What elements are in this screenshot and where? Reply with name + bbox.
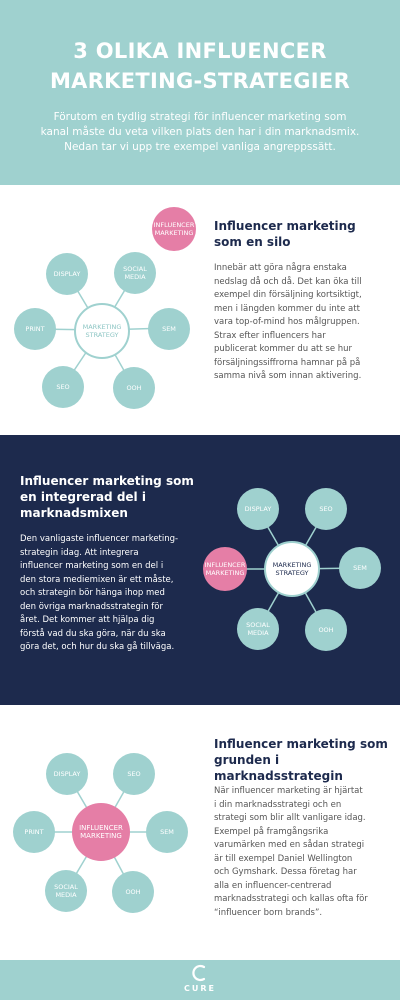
page-title xyxy=(0,36,400,96)
section2-body-line: och strategin bör hänga ihop med xyxy=(20,588,165,598)
section2-body-line: året. Det kommer att hjälpa dig xyxy=(20,615,155,625)
section2-body-line: influencer marketing som en del i xyxy=(20,561,164,571)
section3-title-line-1: Influencer marketing som xyxy=(214,737,388,751)
section1-body-line: försäljningssiffrorna hamnar på på xyxy=(214,357,361,368)
section2-title-line-1: Influencer marketing som xyxy=(20,474,194,488)
node-sem: SEM xyxy=(339,547,381,589)
integrated-diagram xyxy=(200,435,400,705)
page-title-line-1: 3 OLIKA INFLUENCER xyxy=(73,39,327,63)
section1-body-line: exempel din försäljning kortsiktigt, xyxy=(214,290,362,300)
section3-body-line: “influencer born brands”. xyxy=(214,907,323,918)
node-ooh: OOH xyxy=(113,367,155,409)
influencer-badge: INFLUENCER MARKETING xyxy=(152,207,196,251)
intro-line-3: Nedan tar vi upp tre exempel vanliga angreppssätt. xyxy=(64,141,336,153)
section2-body-line: förstå vad du ska göra, när du ska xyxy=(20,628,166,639)
section3-title-line-2: grunden i marknadsstrategin xyxy=(214,753,343,783)
node-social-media: SOCIAL MEDIA xyxy=(237,608,279,650)
section1-title xyxy=(214,218,394,250)
intro-text xyxy=(26,110,374,155)
section3-body-line: varumärken med en sådan strategi xyxy=(214,840,365,850)
section3-body-line: marknadsstrategi och kallas ofta för xyxy=(214,894,368,904)
node-seo: SEO xyxy=(305,488,347,530)
node-seo: SEO xyxy=(42,366,84,408)
silo-diagram xyxy=(0,185,200,435)
marketing-strategy-hub: MARKETING STRATEGY xyxy=(264,541,320,597)
section3-body-line: och Gymshark. Dessa företag har xyxy=(214,867,357,877)
section3-body-line: i din marknadsstrategi och en xyxy=(214,799,342,810)
cure-logo-mark-icon xyxy=(191,964,209,982)
node-display: DISPLAY xyxy=(46,753,88,795)
section2-body-line: strategin idag. Att integrera xyxy=(20,547,139,558)
section1-body-line: publicerat kommer du att se hur xyxy=(214,344,353,354)
node-social-media: SOCIAL MEDIA xyxy=(114,252,156,294)
section3-body-line: När influencer marketing är hjärtat xyxy=(214,786,363,796)
node-display: DISPLAY xyxy=(237,488,279,530)
section1-title-line-1: Influencer marketing xyxy=(214,219,356,233)
intro-line-1: Förutom en tydlig strategi för influencer marketing som xyxy=(53,111,347,123)
section1-body-line: Strax efter influencers har xyxy=(214,330,326,341)
section1-body-line: nedslag då och då. Det kan öka till xyxy=(214,276,362,287)
header-banner xyxy=(0,0,400,185)
section-foundation xyxy=(0,705,400,960)
cure-logo-text: CURE xyxy=(184,984,216,993)
node-social-media: SOCIAL MEDIA xyxy=(45,870,87,912)
section2-body-line: Den vanligaste influencer marketing- xyxy=(20,534,179,544)
marketing-strategy-hub: MARKETING STRATEGY xyxy=(74,303,130,359)
section1-title-line-2: som en silo xyxy=(214,235,291,249)
section3-body-line: Exempel på framgångsrika xyxy=(214,826,329,837)
section3-body xyxy=(214,785,398,920)
node-seo: SEO xyxy=(113,753,155,795)
section2-body-line: göra det, och hur du ska gå tillväga. xyxy=(20,642,175,652)
node-sem: SEM xyxy=(148,308,190,350)
section3-body-line: alla en influencer-centrerad xyxy=(214,880,332,891)
section2-title xyxy=(20,473,200,521)
node-influencer-marketing: INFLUENCER MARKETING xyxy=(203,547,247,591)
influencer-marketing-hub: INFLUENCER MARKETING xyxy=(72,803,130,861)
node-sem: SEM xyxy=(146,811,188,853)
section2-title-line-2: en integrerad del i xyxy=(20,490,146,504)
section1-body-line: men i längden kommer du inte att xyxy=(214,303,360,314)
section3-body-line: är till exempel Daniel Wellington xyxy=(214,853,353,864)
intro-line-2: kanal måste du veta vilken plats den har i din marknadsmix. xyxy=(40,126,360,138)
section2-body-line: den stora mediemixen är ett måste, xyxy=(20,574,174,585)
section3-body-line: strategi som blir allt vanligare idag. xyxy=(214,813,366,823)
node-display: DISPLAY xyxy=(46,253,88,295)
node-print: PRINT xyxy=(13,811,55,853)
section1-body-line: samma nivå som innan aktivering. xyxy=(214,371,362,381)
node-print: PRINT xyxy=(14,308,56,350)
section1-body-line: vara top-of-mind hos målgruppen. xyxy=(214,317,360,327)
section3-title xyxy=(214,736,398,784)
page-title-line-2: MARKETING-STRATEGIER xyxy=(49,69,351,93)
section2-title-line-3: marknadsmixen xyxy=(20,506,128,520)
node-ooh: OOH xyxy=(305,609,347,651)
footer-banner xyxy=(0,960,400,1000)
section-silo xyxy=(0,185,400,435)
node-ooh: OOH xyxy=(112,871,154,913)
section1-body-line: Innebär att göra några enstaka xyxy=(214,263,347,273)
section2-body-line: den övriga marknadsstrategin för xyxy=(20,601,163,612)
section2-body xyxy=(20,533,204,655)
section-integrated xyxy=(0,435,400,705)
foundation-diagram xyxy=(0,705,200,960)
section1-body xyxy=(214,262,396,384)
